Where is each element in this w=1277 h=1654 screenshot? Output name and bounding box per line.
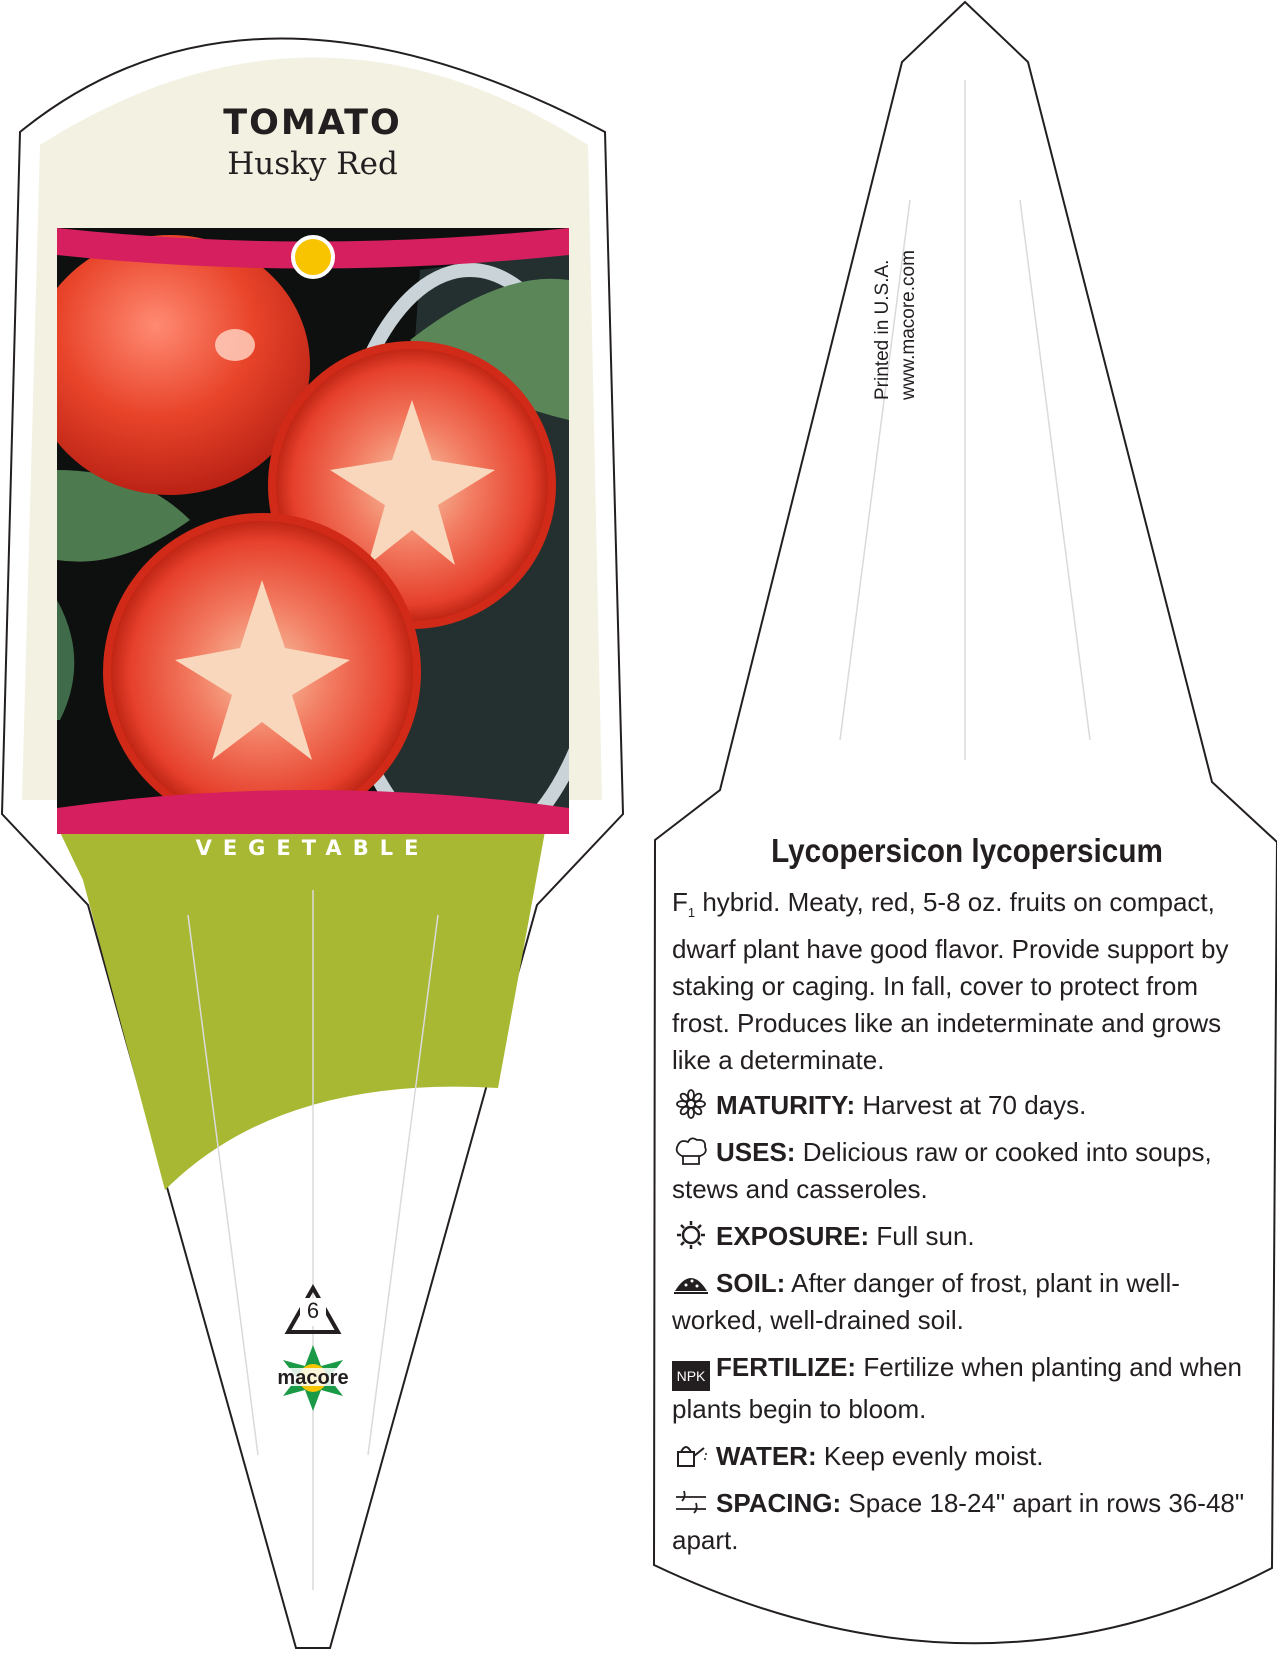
water-text: Keep evenly moist. — [816, 1441, 1044, 1472]
spacing-text: Space 18-24" apart in rows 36-48" apart. — [672, 1488, 1245, 1556]
sun-dot — [293, 237, 333, 277]
npk-icon-text: NPK — [676, 1368, 706, 1385]
recycle-number: 6 — [306, 1298, 320, 1323]
desc-prefix: F — [672, 887, 688, 917]
fertilize-text: Fertilize when planting and when plants begin to bloom. — [672, 1352, 1242, 1425]
spacing-row — [672, 1485, 1262, 1559]
flower-icon — [672, 1089, 710, 1119]
fertilize-label: FERTILIZE: — [716, 1352, 857, 1383]
fertilize-row — [672, 1349, 1262, 1428]
variety-name: Husky Red — [227, 146, 398, 182]
description-text: hybrid. Meaty, red, 5-8 oz. fruits on compact, dwarf plant have good flavor. Provide support by staking or caging. In fall, cover to protect from frost. Produces like an indeterminate and grows like a determinate. — [672, 887, 1229, 1076]
sun-icon — [672, 1220, 710, 1250]
care-info — [672, 832, 1262, 1569]
soil-icon — [672, 1267, 710, 1297]
npk-icon — [672, 1361, 710, 1391]
exposure-text: Full sun. — [869, 1221, 975, 1252]
desc-sub: 1 — [687, 905, 696, 921]
spacing-label: SPACING: — [716, 1488, 842, 1519]
description — [672, 884, 1262, 1079]
watering-can-icon — [672, 1440, 710, 1470]
water-label: WATER: — [716, 1441, 817, 1472]
soil-text: After danger of frost, plant in well-worked, well-drained soil. — [672, 1268, 1180, 1336]
plant-name: TOMATO — [223, 103, 402, 143]
exposure-row — [672, 1218, 1262, 1255]
chef-hat-icon — [672, 1136, 710, 1166]
uses-label: USES: — [716, 1137, 796, 1168]
category-label: VEGETABLE — [195, 836, 430, 860]
water-row — [672, 1438, 1262, 1475]
imprint — [870, 200, 1070, 430]
maturity-text: Harvest at 70 days. — [855, 1090, 1087, 1121]
soil-label: SOIL: — [716, 1268, 786, 1299]
imprint-line-2: www.macore.com — [898, 250, 919, 400]
soil-row — [672, 1265, 1262, 1339]
exposure-label: EXPOSURE: — [716, 1221, 870, 1252]
brand-logo-text: macore — [277, 1367, 349, 1389]
species-name: Lycopersicon lycopersicum — [771, 832, 1163, 869]
maturity-row — [672, 1087, 1262, 1124]
maturity-label: MATURITY: — [716, 1090, 856, 1121]
uses-text: Delicious raw or cooked into soups, stews and casseroles. — [672, 1137, 1212, 1205]
imprint-line-1: Printed in U.S.A. — [872, 259, 893, 400]
tomato-photo — [30, 228, 610, 850]
spacing-icon — [672, 1487, 710, 1517]
uses-row — [672, 1134, 1262, 1208]
